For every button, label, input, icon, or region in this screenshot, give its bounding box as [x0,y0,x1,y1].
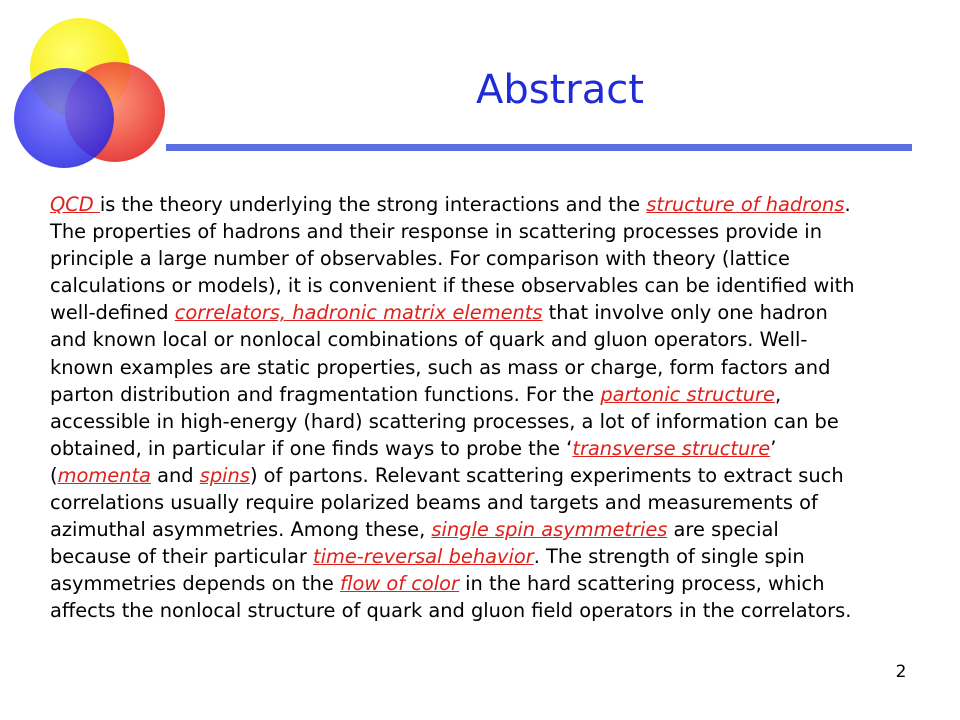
abstract-line: correlations usually require polarized beams and targets and measurements of [50,491,818,515]
link-flow-of-color[interactable]: flow of color [339,572,459,596]
text-segment: ’ [770,436,777,460]
text-segment: parton distribution and fragmentation functions. For the [50,382,601,406]
link-qcd[interactable]: QCD [50,193,100,216]
title-underline-rule [166,144,912,151]
abstract-line [50,191,930,218]
abstract-line: The properties of hadrons and their response in scattering processes provide in [50,220,822,244]
link-partonic-structure[interactable]: partonic structure [600,382,775,406]
abstract-line [50,570,930,597]
abstract-line: and known local or nonlocal combinations of quark and gluon operators. Well- [50,328,808,352]
text-segment: is the theory underlying the strong interactions and the [99,193,647,216]
abstract-line: calculations or models), it is convenient if these observables can be identified with [50,274,855,298]
text-segment: in the hard scattering process, which [459,572,825,596]
link-structure-of-hadrons[interactable]: structure of hadrons [646,193,845,216]
text-segment: asymmetries depends on the [50,572,340,596]
blue-circle [14,68,114,168]
text-segment: obtained, in particular if one finds ways to probe the ‘ [50,436,573,460]
text-segment: . The strength of single spin [533,545,805,569]
text-segment: azimuthal asymmetries. Among these, [50,518,432,542]
abstract-line [50,516,930,543]
abstract-line: known examples are static properties, such as mass or charge, form factors and [50,355,831,379]
text-segment: and [150,463,200,487]
abstract-line [50,543,930,570]
text-segment: ( [50,463,58,487]
text-segment: ) of partons. Relevant scattering experiments to extract such [249,463,844,487]
abstract-line: principle a large number of observables. For comparison with theory (lattice [50,247,790,271]
abstract-body [50,191,930,625]
link-transverse-structure[interactable]: transverse structure [572,436,771,460]
text-segment: , [774,382,782,406]
link-spins[interactable]: spins [199,463,250,487]
link-time-reversal-behavior[interactable]: time-reversal behavior [312,545,534,569]
page-number: 2 [895,662,907,682]
abstract-line [50,381,930,408]
overlapping-circles-logo [0,0,180,180]
text-segment: . [844,193,851,216]
text-segment: well-defined [50,301,175,325]
text-segment: are special [667,518,779,542]
slide-title: Abstract [476,67,644,113]
abstract-line [50,299,930,326]
abstract-line: accessible in high-energy (hard) scattering processes, a lot of information can be [50,409,839,433]
link-single-spin-asymmetries[interactable]: single spin asymmetries [431,518,668,542]
text-segment: because of their particular [50,545,313,569]
abstract-line [50,435,930,462]
text-segment: that involve only one hadron [542,301,828,325]
abstract-line [50,462,930,489]
link-momenta[interactable]: momenta [57,463,151,487]
link-correlators[interactable]: correlators, hadronic matrix elements [174,301,543,325]
abstract-line: affects the nonlocal structure of quark and gluon field operators in the correlators. [50,599,852,623]
